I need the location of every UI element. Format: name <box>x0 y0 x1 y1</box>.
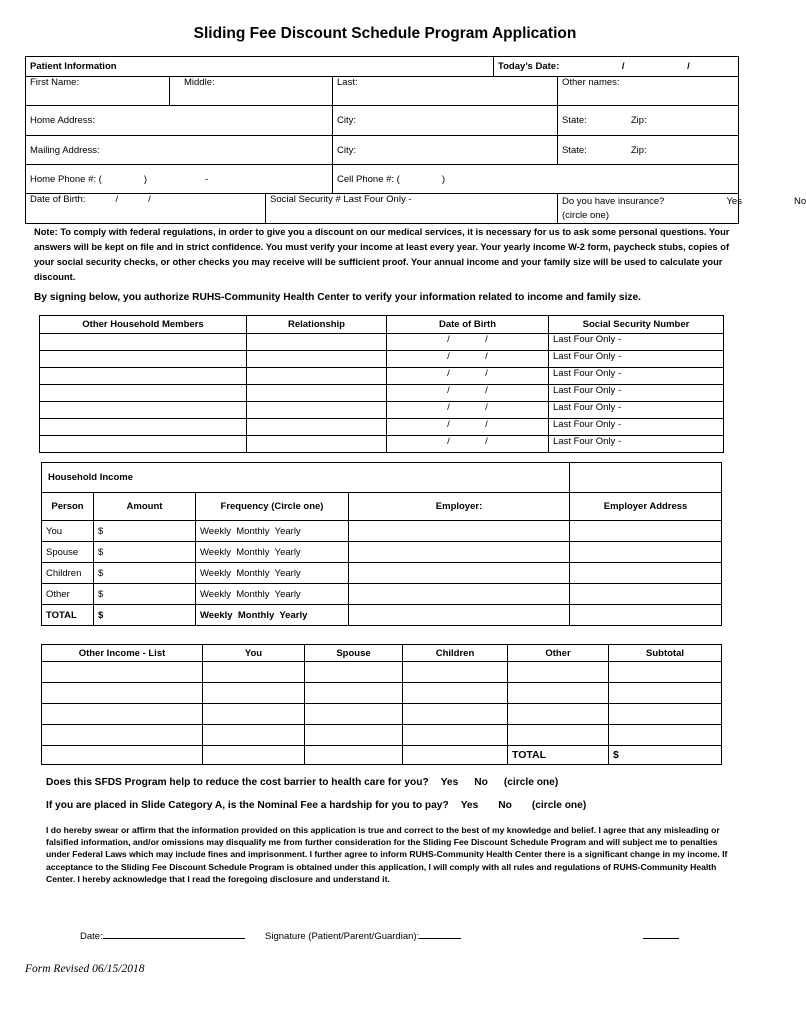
first-name-field[interactable]: First Name: <box>26 77 170 106</box>
other-income-total-label: TOTAL <box>508 746 609 765</box>
members-header: Other Household Members <box>40 316 247 334</box>
other-header: Other <box>508 645 609 662</box>
q1-no[interactable]: No <box>474 777 488 788</box>
relationship-header: Relationship <box>247 316 387 334</box>
ssn-header: Social Security Number <box>549 316 724 334</box>
other-income-total-value[interactable]: $ <box>609 746 722 765</box>
form-revision-footer: Form Revised 06/15/2018 <box>25 963 145 975</box>
patient-information-table <box>25 56 806 224</box>
home-address-field[interactable]: Home Address: <box>26 106 333 136</box>
frequency-options[interactable]: Weekly Monthly Yearly <box>196 563 349 584</box>
patient-info-heading: Patient Information <box>26 57 494 77</box>
home-state-zip-field[interactable]: State: Zip: <box>558 106 739 136</box>
ssn-field[interactable]: Social Security # Last Four Only - <box>266 194 558 224</box>
todays-date-cell[interactable] <box>494 57 739 77</box>
person-header: Person <box>42 493 94 521</box>
todays-date-label: Today’s Date: <box>498 61 560 72</box>
home-city-field[interactable]: City: <box>333 106 558 136</box>
mailing-state-zip-field[interactable]: State: Zip: <box>558 136 739 165</box>
other-income-table <box>41 644 722 765</box>
member-row[interactable]: / / Last Four Only - <box>40 351 724 368</box>
form-title: Sliding Fee Discount Schedule Program Application <box>193 25 577 42</box>
authorization-statement: By signing below, you authorize RUHS-Community Health Center to verify your information related to income and family size. <box>34 292 641 303</box>
mailing-address-field[interactable]: Mailing Address: <box>26 136 333 165</box>
dob-header: Date of Birth <box>387 316 549 334</box>
member-row[interactable]: / / Last Four Only - <box>40 436 724 453</box>
other-income-row[interactable] <box>42 683 722 704</box>
income-row[interactable]: Other $ Weekly Monthly Yearly <box>42 584 722 605</box>
date-of-birth-field[interactable]: Date of Birth: / / <box>26 194 266 224</box>
frequency-options[interactable]: Weekly Monthly Yearly <box>196 605 349 626</box>
employer-address-header: Employer Address <box>570 493 722 521</box>
subtotal-header: Subtotal <box>609 645 722 662</box>
income-row[interactable]: Children $ Weekly Monthly Yearly <box>42 563 722 584</box>
frequency-options[interactable]: Weekly Monthly Yearly <box>196 542 349 563</box>
member-row[interactable]: / / Last Four Only - <box>40 368 724 385</box>
other-names-field[interactable]: Other names: <box>558 77 739 106</box>
cell-phone-field[interactable]: Cell Phone #: ( ) <box>333 165 739 194</box>
privacy-note: Note: To comply with federal regulations, in order to give you a discount on our medical services, it is necessary for us to ask some personal questions. Your answers will be kept on file and in strict confidence. You must verify your income at least every year. Your yearly income W-2 form, paycheck stubs, copies of your social security checks, or other checks you may receive will be sufficient proof. Your annual income and your family size will be used to calculate your discount. <box>34 227 730 282</box>
spouse-header: Spouse <box>305 645 403 662</box>
member-row[interactable]: / / Last Four Only - <box>40 385 724 402</box>
frequency-options[interactable]: Weekly Monthly Yearly <box>196 521 349 542</box>
household-income-table <box>41 462 722 626</box>
member-row[interactable]: / / Last Four Only - <box>40 419 724 436</box>
frequency-options[interactable]: Weekly Monthly Yearly <box>196 584 349 605</box>
mailing-city-field[interactable]: City: <box>333 136 558 165</box>
patient-signature-line[interactable]: Signature (Patient/Parent/Guardian): <box>265 929 679 942</box>
q2-yes[interactable]: Yes <box>460 800 479 811</box>
zip-label: Zip: <box>630 115 647 126</box>
middle-name-field[interactable]: Middle: <box>170 77 333 106</box>
declaration-text: I do hereby swear or affirm that the information provided on this application is true and correct to the best of my knowledge and belief. I agree that any misleading or falsified information, and/or omissions may disqualify me from further consideration for the Sliding Fee Discount Schedule Program and will subject me to penalties under Federal Laws which may include fines and imprisonment. I further agree to inform RUHS-Community Health Center there is a significant change in my income. If acceptance to the Sliding Fee Discount Schedule Program is obtained under this application, I will comply with all rules and regulations of RUHS-Community Health Center. I hereby acknowledge that I read the foregoing disclosure and understand it. <box>46 825 728 884</box>
income-row[interactable]: You $ Weekly Monthly Yearly <box>42 521 722 542</box>
member-row[interactable]: / / Last Four Only - <box>40 402 724 419</box>
insurance-field[interactable]: Do you have insurance? Yes No (circle one) <box>558 194 739 224</box>
other-income-row[interactable] <box>42 725 722 746</box>
household-income-heading: Household Income <box>42 463 570 493</box>
insurance-yes[interactable]: Yes <box>726 196 742 207</box>
date-signature-line[interactable]: Date: <box>80 929 245 942</box>
household-members-table <box>39 315 724 453</box>
q1-yes[interactable]: Yes <box>440 777 459 788</box>
member-row[interactable]: / / Last Four Only - <box>40 334 724 351</box>
insurance-no[interactable]: No <box>793 196 806 207</box>
frequency-header: Frequency (Circle one) <box>196 493 349 521</box>
income-row[interactable]: Spouse $ Weekly Monthly Yearly <box>42 542 722 563</box>
question-nominal-fee: If you are placed in Slide Category A, is the Nominal Fee a hardship for you to pay? Yes No (circle one) <box>46 800 587 811</box>
other-income-list-header: Other Income - List <box>42 645 203 662</box>
other-income-row[interactable] <box>42 662 722 683</box>
q2-no[interactable]: No <box>498 800 512 811</box>
date-slash: / <box>687 61 690 72</box>
children-header: Children <box>403 645 508 662</box>
other-income-row[interactable] <box>42 704 722 725</box>
you-header: You <box>203 645 305 662</box>
date-slash: / <box>621 61 625 72</box>
employer-header: Employer: <box>349 493 570 521</box>
income-total-row[interactable]: TOTAL $ Weekly Monthly Yearly <box>42 605 722 626</box>
home-phone-field[interactable]: Home Phone #: ( ) - <box>26 165 333 194</box>
question-cost-barrier: Does this SFDS Program help to reduce the cost barrier to health care for you? Yes No (circle one) <box>46 777 559 788</box>
last-name-field[interactable]: Last: <box>333 77 558 106</box>
zip-label: Zip: <box>630 144 647 156</box>
amount-header: Amount <box>94 493 196 521</box>
